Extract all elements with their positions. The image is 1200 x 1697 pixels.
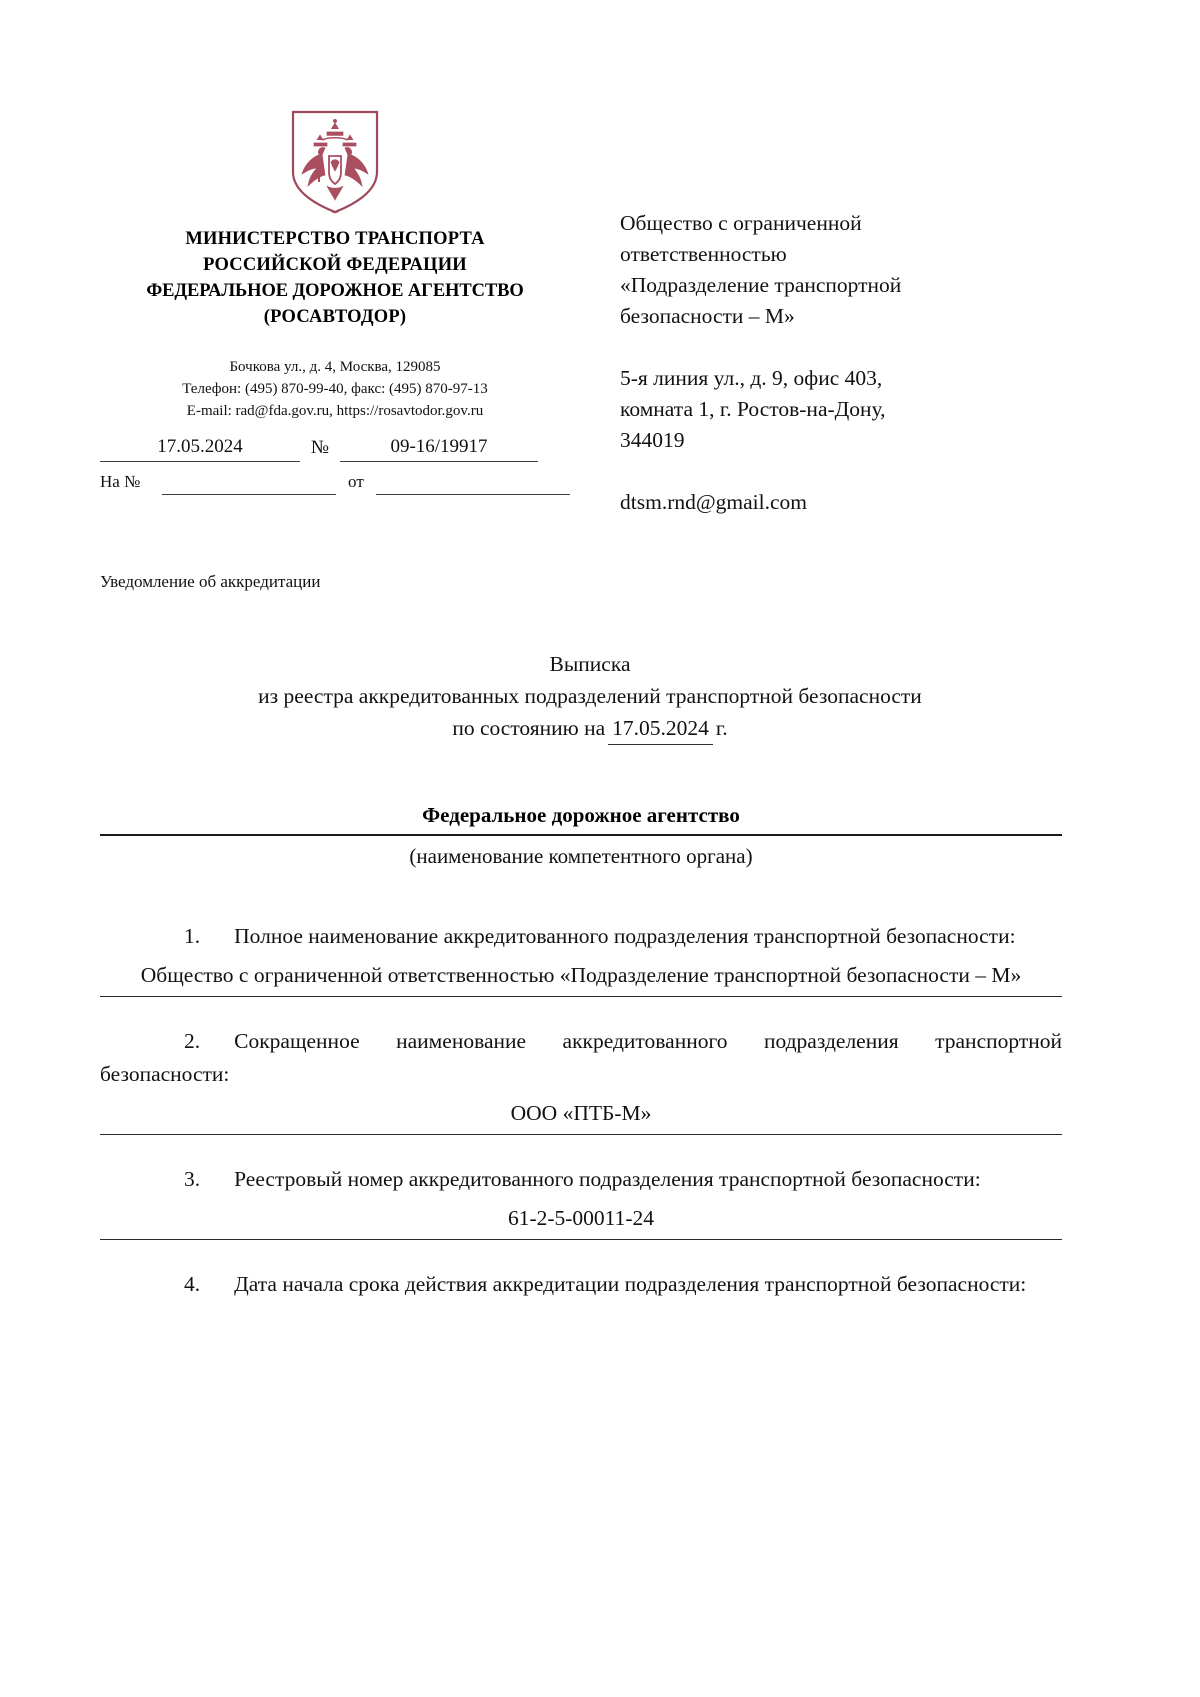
addressee-address-line-2: комната 1, г. Ростов-на-Дону, xyxy=(620,397,886,421)
registry-item-question xyxy=(100,920,1062,953)
registry-item-answer xyxy=(100,1307,1062,1311)
reference-row-outgoing xyxy=(100,428,570,462)
addressee-spacer-2 xyxy=(620,456,1090,487)
outgoing-number-field[interactable] xyxy=(340,432,538,462)
org-title-line-1: МИНИСТЕРСТВО ТРАНСПОРТА xyxy=(185,229,485,249)
addressee-spacer-1 xyxy=(620,332,1090,363)
postal-address: Бочкова ул., д. 4, Москва, 129085 xyxy=(229,359,441,375)
email-website: E-mail: rad@fda.gov.ru, https://rosavtodor.gov.ru xyxy=(186,403,484,419)
outgoing-date-field[interactable] xyxy=(100,432,300,462)
registry-item-number: 1. xyxy=(184,924,201,948)
registry-item-answer: ООО «ПТБ-М» xyxy=(100,1097,1062,1135)
letterhead xyxy=(100,110,570,422)
reference-block xyxy=(100,428,570,495)
org-title-line-3: ФЕДЕРАЛЬНОЕ ДОРОЖНОЕ АГЕНТСТВО xyxy=(146,281,524,301)
addressee-block xyxy=(620,208,1090,518)
addressee-address-line-1: 5-я линия ул., д. 9, офис 403, xyxy=(620,366,883,390)
as-of-date-value: 17.05.2024 xyxy=(608,712,713,745)
outgoing-date-value: 17.05.2024 xyxy=(157,435,243,457)
reference-row-incoming xyxy=(100,465,570,495)
as-of-suffix: г. xyxy=(715,716,728,740)
registry-items xyxy=(100,920,1062,1313)
registry-item-question xyxy=(100,1163,1062,1196)
registry-item-question-text: Дата начала срока действия аккредитации подразделения транспортной безопасности: xyxy=(234,1272,1027,1296)
addressee-name-line-2: ответственностью xyxy=(620,242,787,266)
incoming-number-label: На № xyxy=(100,472,141,491)
org-title-line-4: (РОСАВТОДОР) xyxy=(263,307,407,327)
registry-item-question xyxy=(100,1025,1062,1091)
org-title-line-2: РОССИЙСКОЙ ФЕДЕРАЦИИ xyxy=(203,255,467,275)
number-symbol-label: № xyxy=(310,437,330,458)
registry-item-question xyxy=(100,1268,1062,1301)
registry-item-question-text: Реестровый номер аккредитованного подразделения транспортной безопасности: xyxy=(234,1167,981,1191)
item-spacer xyxy=(100,1137,1062,1163)
registry-item xyxy=(100,1268,1062,1311)
addressee-address-line-3: 344019 xyxy=(620,428,685,452)
registry-item-number: 3. xyxy=(184,1167,201,1191)
registry-item-answer: Общество с ограниченной ответственностью «Подразделение транспортной безопасности – М» xyxy=(100,959,1062,997)
addressee-email: dtsm.rnd@gmail.com xyxy=(620,490,808,514)
competent-authority-caption: (наименование компетентного органа) xyxy=(409,844,753,868)
emblem-container xyxy=(100,110,570,214)
registry-item-answer: 61-2-5-00011-24 xyxy=(100,1202,1062,1240)
as-of-prefix: по состоянию на xyxy=(452,716,606,740)
russian-federation-coat-of-arms-icon xyxy=(289,110,381,214)
item-spacer xyxy=(100,999,1062,1025)
incoming-date-field[interactable] xyxy=(376,465,570,495)
registry-item xyxy=(100,1025,1062,1135)
incoming-date-label: от xyxy=(348,472,364,491)
registry-item-question-text: Сокращенное наименование аккредитованного подразделения транспортной безопасности: xyxy=(100,1029,1062,1086)
letterhead-contacts xyxy=(100,356,570,422)
as-of-date-group xyxy=(452,712,727,745)
document-title xyxy=(100,648,1080,745)
outgoing-number-value: 09-16/19917 xyxy=(390,435,488,457)
title-line-2: из реестра аккредитованных подразделений транспортной безопасности xyxy=(258,684,922,708)
competent-authority-block xyxy=(100,800,1062,872)
addressee-name-line-1: Общество с ограниченной xyxy=(620,211,862,235)
item-spacer xyxy=(100,1242,1062,1268)
addressee-name-line-3: «Подразделение транспортной xyxy=(620,273,902,297)
registry-item-question-text: Полное наименование аккредитованного подразделения транспортной безопасности: xyxy=(234,924,1016,948)
competent-authority-name: Федеральное дорожное агентство xyxy=(100,800,1062,836)
registry-item xyxy=(100,920,1062,997)
phone-fax: Телефон: (495) 870-99-40, факс: (495) 870-97-13 xyxy=(182,381,488,397)
registry-item-number: 2. xyxy=(184,1029,201,1053)
organization-title xyxy=(100,226,570,330)
registry-item xyxy=(100,1163,1062,1240)
document-subject: Уведомление об аккредитации xyxy=(100,572,321,591)
incoming-number-field[interactable] xyxy=(162,465,336,495)
title-line-1: Выписка xyxy=(549,652,631,676)
title-line-3 xyxy=(100,712,1080,745)
registry-item-number: 4. xyxy=(184,1272,201,1296)
addressee-name-line-4: безопасности – М» xyxy=(620,304,795,328)
